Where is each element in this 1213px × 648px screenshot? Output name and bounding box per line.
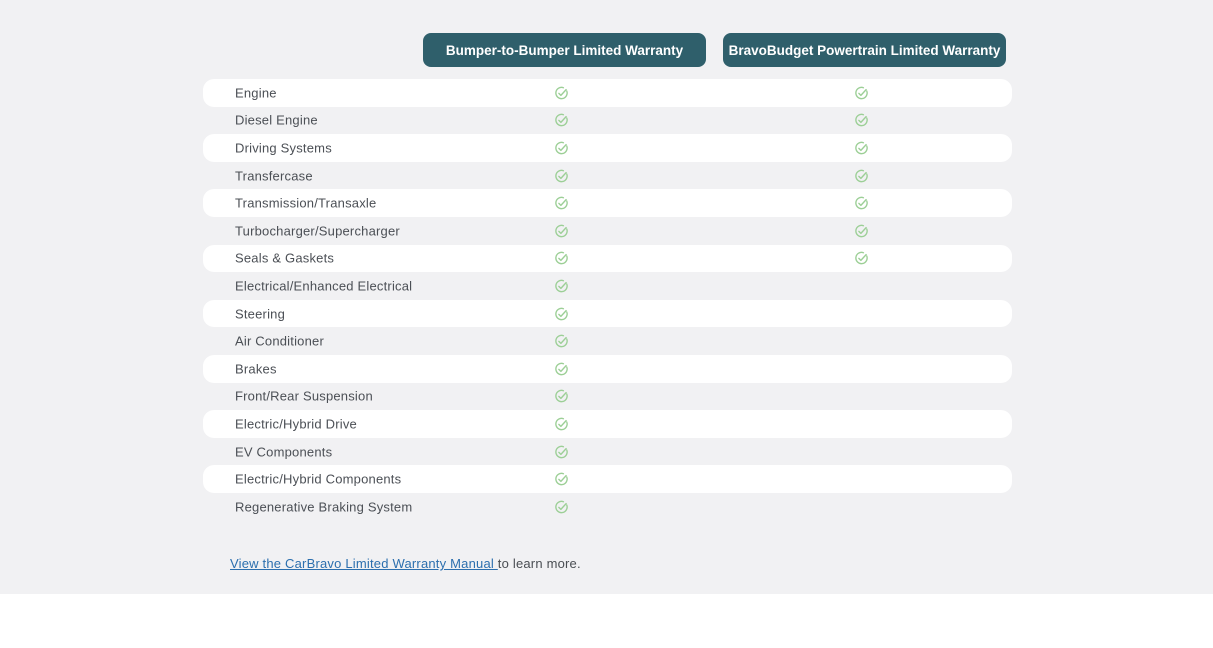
check-circle-icon bbox=[854, 223, 869, 238]
component-label: Brakes bbox=[235, 361, 277, 377]
warranty-table-rows bbox=[203, 79, 1012, 521]
check-circle-icon bbox=[854, 168, 869, 183]
table-row bbox=[203, 79, 1012, 107]
check-circle-icon bbox=[554, 416, 569, 431]
check-circle-icon bbox=[554, 223, 569, 238]
check-circle-icon bbox=[554, 389, 569, 404]
check-circle-icon bbox=[554, 251, 569, 266]
check-circle-icon bbox=[554, 140, 569, 155]
column-header-group bbox=[423, 33, 1006, 67]
check-circle-icon bbox=[554, 499, 569, 514]
check-circle-icon bbox=[554, 113, 569, 128]
component-label: Front/Rear Suspension bbox=[235, 388, 373, 404]
component-label: Air Conditioner bbox=[235, 333, 324, 349]
check-circle-icon bbox=[554, 196, 569, 211]
table-row bbox=[203, 410, 1012, 438]
table-row bbox=[203, 189, 1012, 217]
table-row bbox=[203, 272, 1012, 300]
column-header-powertrain[interactable]: BravoBudget Powertrain Limited Warranty bbox=[723, 33, 1006, 67]
check-circle-icon bbox=[854, 251, 869, 266]
warranty-manual-link[interactable]: View the CarBravo Limited Warranty Manual bbox=[230, 556, 498, 571]
component-label: Turbocharger/Supercharger bbox=[235, 223, 400, 239]
check-circle-icon bbox=[854, 196, 869, 211]
component-label: Transmission/Transaxle bbox=[235, 195, 377, 211]
component-label: Steering bbox=[235, 306, 286, 322]
table-row bbox=[203, 493, 1012, 521]
component-label: EV Components bbox=[235, 444, 333, 460]
table-row bbox=[203, 107, 1012, 135]
component-label: Regenerative Braking System bbox=[235, 499, 413, 515]
check-circle-icon bbox=[554, 168, 569, 183]
column-header-bumper-to-bumper[interactable]: Bumper-to-Bumper Limited Warranty bbox=[423, 33, 706, 67]
table-row bbox=[203, 162, 1012, 190]
table-row bbox=[203, 355, 1012, 383]
check-circle-icon bbox=[854, 85, 869, 100]
component-label: Engine bbox=[235, 85, 277, 101]
component-label: Electric/Hybrid Drive bbox=[235, 416, 357, 432]
check-circle-icon bbox=[554, 85, 569, 100]
check-circle-icon bbox=[554, 334, 569, 349]
component-label: Transfercase bbox=[235, 168, 313, 184]
check-circle-icon bbox=[554, 472, 569, 487]
check-circle-icon bbox=[554, 361, 569, 376]
component-label: Electric/Hybrid Components bbox=[235, 471, 402, 487]
table-row bbox=[203, 217, 1012, 245]
footer-note-text: to learn more. bbox=[497, 556, 581, 571]
table-row bbox=[203, 327, 1012, 355]
check-circle-icon bbox=[854, 113, 869, 128]
table-row bbox=[203, 300, 1012, 328]
component-label: Driving Systems bbox=[235, 140, 332, 156]
footer-note bbox=[230, 556, 581, 571]
component-label: Diesel Engine bbox=[235, 112, 318, 128]
check-circle-icon bbox=[554, 444, 569, 459]
check-circle-icon bbox=[554, 306, 569, 321]
table-row bbox=[203, 438, 1012, 466]
table-row bbox=[203, 134, 1012, 162]
table-row bbox=[203, 465, 1012, 493]
table-row bbox=[203, 245, 1012, 273]
component-label: Seals & Gaskets bbox=[235, 250, 335, 266]
table-row bbox=[203, 383, 1012, 411]
component-label: Electrical/Enhanced Electrical bbox=[235, 278, 413, 294]
check-circle-icon bbox=[854, 140, 869, 155]
check-circle-icon bbox=[554, 278, 569, 293]
